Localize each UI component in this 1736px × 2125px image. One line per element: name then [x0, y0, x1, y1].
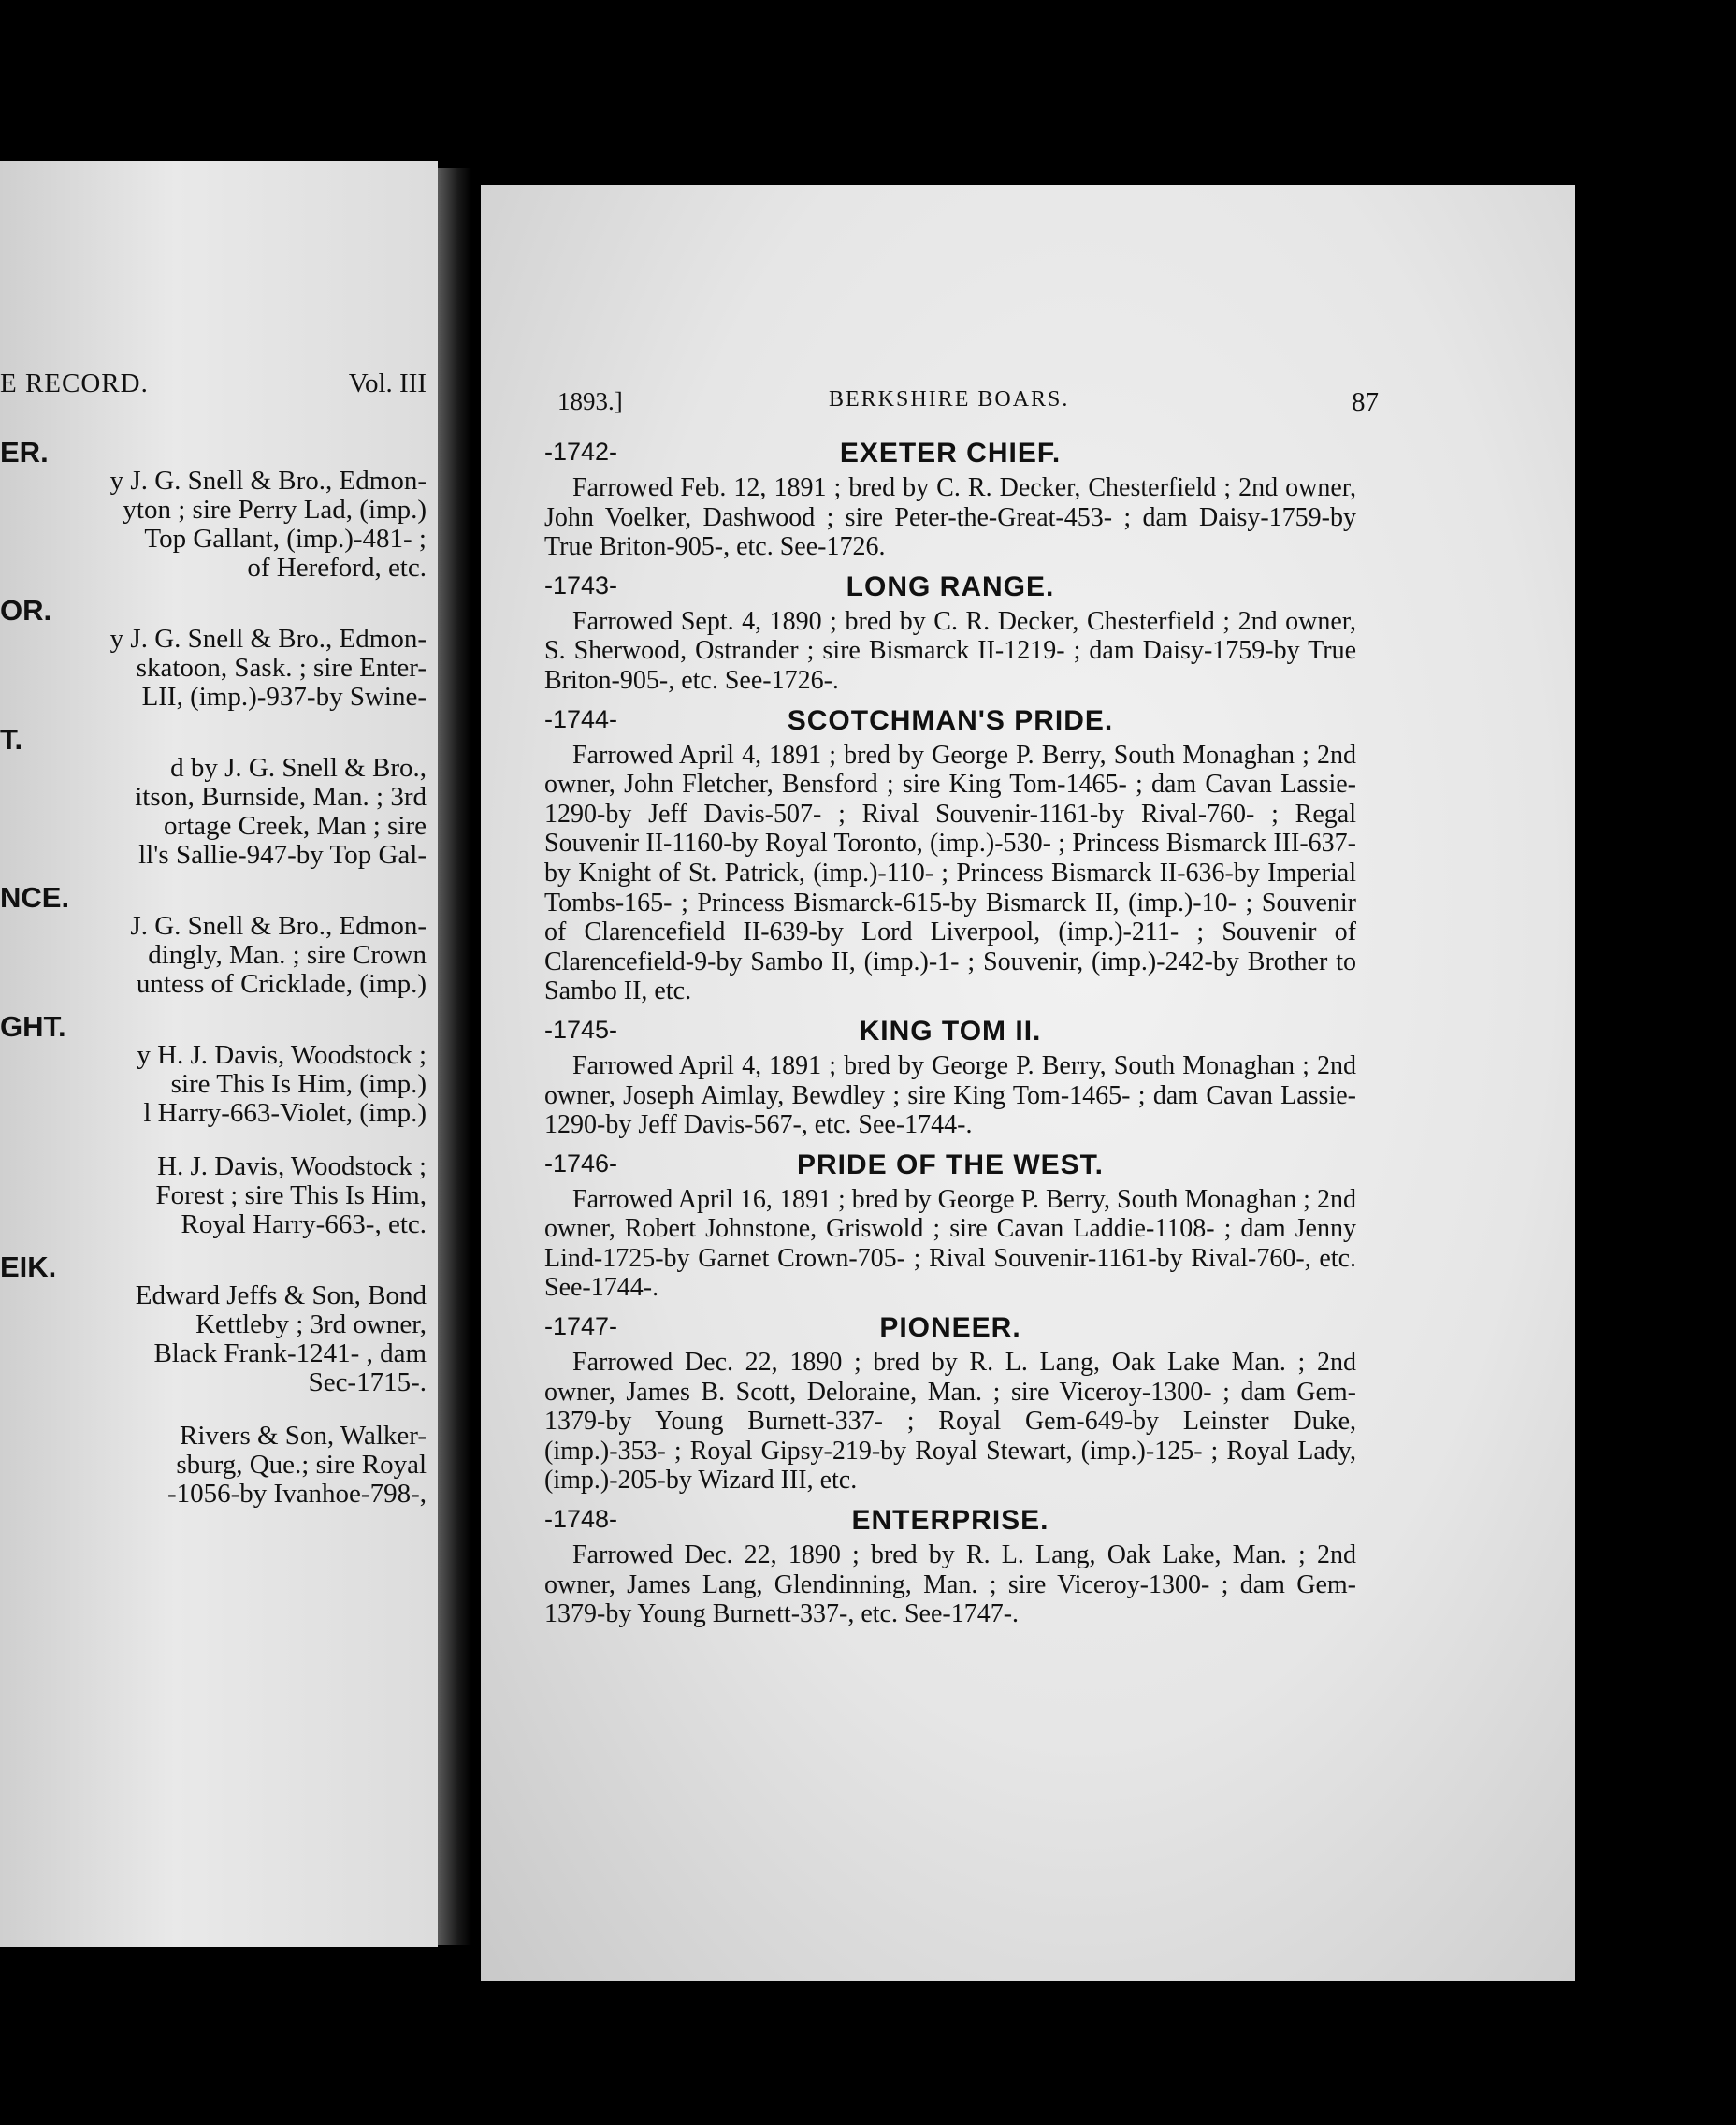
left-text-line: -1056-by Ivanhoe-798-, [166, 1480, 427, 1509]
left-text-line: ortage Creek, Man ; sire [163, 812, 427, 841]
book-gutter [438, 168, 471, 1945]
entry-text: Farrowed April 4, 1891 ; bred by George P. Berry, South Monaghan ; 2nd owner, John Fletcher, Bensford ; sire King Tom-1465- ; dam Cavan Lassie-1290-by Jeff Davis-507- ; Rival Souvenir-1161-by Rival-760- ; Regal Souvenir II-1160-by Royal Toronto, (imp.)-530- ; Princess Bismarck III-637-by Knight of St. Patrick, (imp.)-110- ; Princess Bismarck II-636-by Imperial Tombs-165- ; Princess Bismarck-615-by Bismarck II, (imp.)-10- ; Souvenir of Clarencefield II-639-by Lord Liverpool, (imp.)-211- ; Souvenir of Clarencefield-9-by Sambo II, (imp.)-1- ; Souvenir, (imp.)-242-by Brother to Sambo II, etc. [544, 740, 1356, 1006]
left-text-line: sire This Is Him, (imp.) [170, 1070, 427, 1099]
left-text-line: itson, Burnside, Man. ; 3rd [135, 783, 427, 812]
entry-text: Farrowed April 16, 1891 ; bred by George P. Berry, South Monaghan ; 2nd owner, Robert Johnstone, Griswold ; sire Cavan Laddie-1108- ; dam Jenny Lind-1725-by Garnet Crown-705- ; Rival Souvenir-1161-by Rival-760-, etc. See-1744-. [544, 1184, 1356, 1303]
left-text-line: Black Frank-1241- , dam [153, 1339, 427, 1368]
left-text-line: sburg, Que.; sire Royal [176, 1451, 427, 1480]
left-text-line: Rivers & Son, Walker- [180, 1422, 427, 1451]
left-text-line: Top Gallant, (imp.)-481- ; [144, 525, 427, 554]
entry-heading [544, 570, 1356, 607]
running-title: BERKSHIRE BOARS. [829, 387, 1070, 412]
entry-heading [544, 436, 1356, 473]
entry-number: -1746- [544, 1149, 618, 1178]
left-text-line: Sec-1715-. [308, 1368, 427, 1397]
left-text-line: untess of Cricklade, (imp.) [136, 970, 427, 999]
boar-entry [544, 1148, 1356, 1303]
left-entry-title: ER. [0, 438, 49, 467]
left-page-text [0, 425, 427, 1509]
entry-text: Farrowed Dec. 22, 1890 ; bred by R. L. Lang, Oak Lake, Man. ; 2nd owner, James Lang, Glendinning, Man. ; sire Viceroy-1300- ; dam Gem-1379-by Young Burnett-337-, etc. See-1747-. [544, 1540, 1356, 1629]
left-entry-title: NCE. [0, 883, 70, 912]
boar-entry [544, 1503, 1356, 1629]
page-year: 1893.] [557, 387, 623, 415]
entry-number: -1747- [544, 1312, 618, 1341]
left-text-line: l Harry-663-Violet, (imp.) [143, 1099, 427, 1128]
entry-name: EXETER CHIEF. [839, 438, 1062, 469]
entry-text: Farrowed Feb. 12, 1891 ; bred by C. R. Decker, Chesterfield ; 2nd owner, John Voelker, Dashwood ; sire Peter-the-Great-453- ; dam Daisy-1759-by True Briton-905-, etc. See-1726. [544, 473, 1356, 562]
left-text-line: y H. J. Davis, Woodstock ; [137, 1041, 427, 1070]
left-text-line: J. G. Snell & Bro., Edmon- [130, 912, 427, 941]
boar-entry [544, 1014, 1356, 1140]
entry-number: -1748- [544, 1505, 618, 1534]
left-page [0, 161, 438, 1947]
entry-name: ENTERPRISE. [851, 1505, 1049, 1537]
left-text-line: d by J. G. Snell & Bro., [170, 754, 427, 783]
left-text-line: dingly, Man. ; sire Crown [148, 941, 427, 970]
left-text-line: LII, (imp.)-937-by Swine- [141, 683, 427, 712]
entry-heading [544, 703, 1356, 741]
left-entry-title: T. [0, 725, 23, 754]
boar-entry [544, 1310, 1356, 1496]
left-text-line [0, 1397, 427, 1422]
boar-entry [544, 570, 1356, 696]
left-text-line: y J. G. Snell & Bro., Edmon- [109, 625, 427, 654]
entry-heading [544, 1310, 1356, 1348]
left-text-line: Edward Jeffs & Son, Bond [135, 1281, 427, 1310]
page-number: 87 [1352, 387, 1379, 417]
entries-list [544, 436, 1356, 1637]
entry-name: PIONEER. [879, 1312, 1021, 1344]
entry-name: KING TOM II. [859, 1015, 1042, 1047]
left-entry-title: OR. [0, 596, 52, 625]
left-text-line: H. J. Davis, Woodstock ; [157, 1152, 427, 1181]
left-entry-title: EIK. [0, 1252, 57, 1281]
left-text-line: yton ; sire Perry Lad, (imp.) [123, 496, 427, 525]
entry-text: Farrowed April 4, 1891 ; bred by George P. Berry, South Monaghan ; 2nd owner, Joseph Aimlay, Bewdley ; sire King Tom-1465- ; dam Cavan Lassie-1290-by Jeff Davis-567-, etc. See-1744-. [544, 1050, 1356, 1140]
left-text-line: Royal Harry-663-, etc. [181, 1210, 427, 1239]
left-entry-title: GHT. [0, 1012, 66, 1041]
left-text-line: of Hereford, etc. [247, 554, 427, 583]
entry-number: -1743- [544, 571, 618, 600]
entry-text: Farrowed Dec. 22, 1890 ; bred by R. L. Lang, Oak Lake Man. ; 2nd owner, James B. Scott, Deloraine, Man. ; sire Viceroy-1300- ; dam Gem-1379-by Young Burnett-337- ; Royal Gem-649-by Leinster Duke, (imp.)-353- ; Royal Gipsy-219-by Royal Stewart, (imp.)-125- ; Royal Lady, (imp.)-205-by Wizard III, etc. [544, 1348, 1356, 1496]
left-text-line [0, 1128, 427, 1152]
entry-heading [544, 1014, 1356, 1051]
entry-heading [544, 1503, 1356, 1540]
entry-name: PRIDE OF THE WEST. [796, 1149, 1105, 1180]
entry-number: -1742- [544, 438, 618, 466]
boar-entry [544, 436, 1356, 562]
left-text-line: Forest ; sire This Is Him, [155, 1181, 427, 1210]
left-running-head: E RECORD. [0, 369, 149, 398]
left-volume-label: Vol. III [348, 369, 427, 398]
boar-entry [544, 703, 1356, 1006]
left-text-line: Kettleby ; 3rd owner, [195, 1310, 427, 1339]
left-page-header [0, 369, 427, 406]
left-text-line: ll's Sallie-947-by Top Gal- [138, 841, 427, 870]
entry-text: Farrowed Sept. 4, 1890 ; bred by C. R. Decker, Chesterfield ; 2nd owner, S. Sherwood, Ostrander ; sire Bismarck II-1219- ; dam Daisy-1759-by True Briton-905-, etc. See-1726-. [544, 606, 1356, 695]
left-text-line: y J. G. Snell & Bro., Edmon- [109, 467, 427, 496]
entry-number: -1744- [544, 704, 618, 733]
left-text-line: skatoon, Sask. ; sire Enter- [136, 654, 427, 683]
right-page-header [557, 387, 1379, 425]
entry-name: SCOTCHMAN'S PRIDE. [787, 704, 1114, 736]
entry-name: LONG RANGE. [846, 571, 1055, 602]
entry-heading [544, 1148, 1356, 1185]
entry-number: -1745- [544, 1015, 618, 1044]
right-page [481, 185, 1575, 1981]
